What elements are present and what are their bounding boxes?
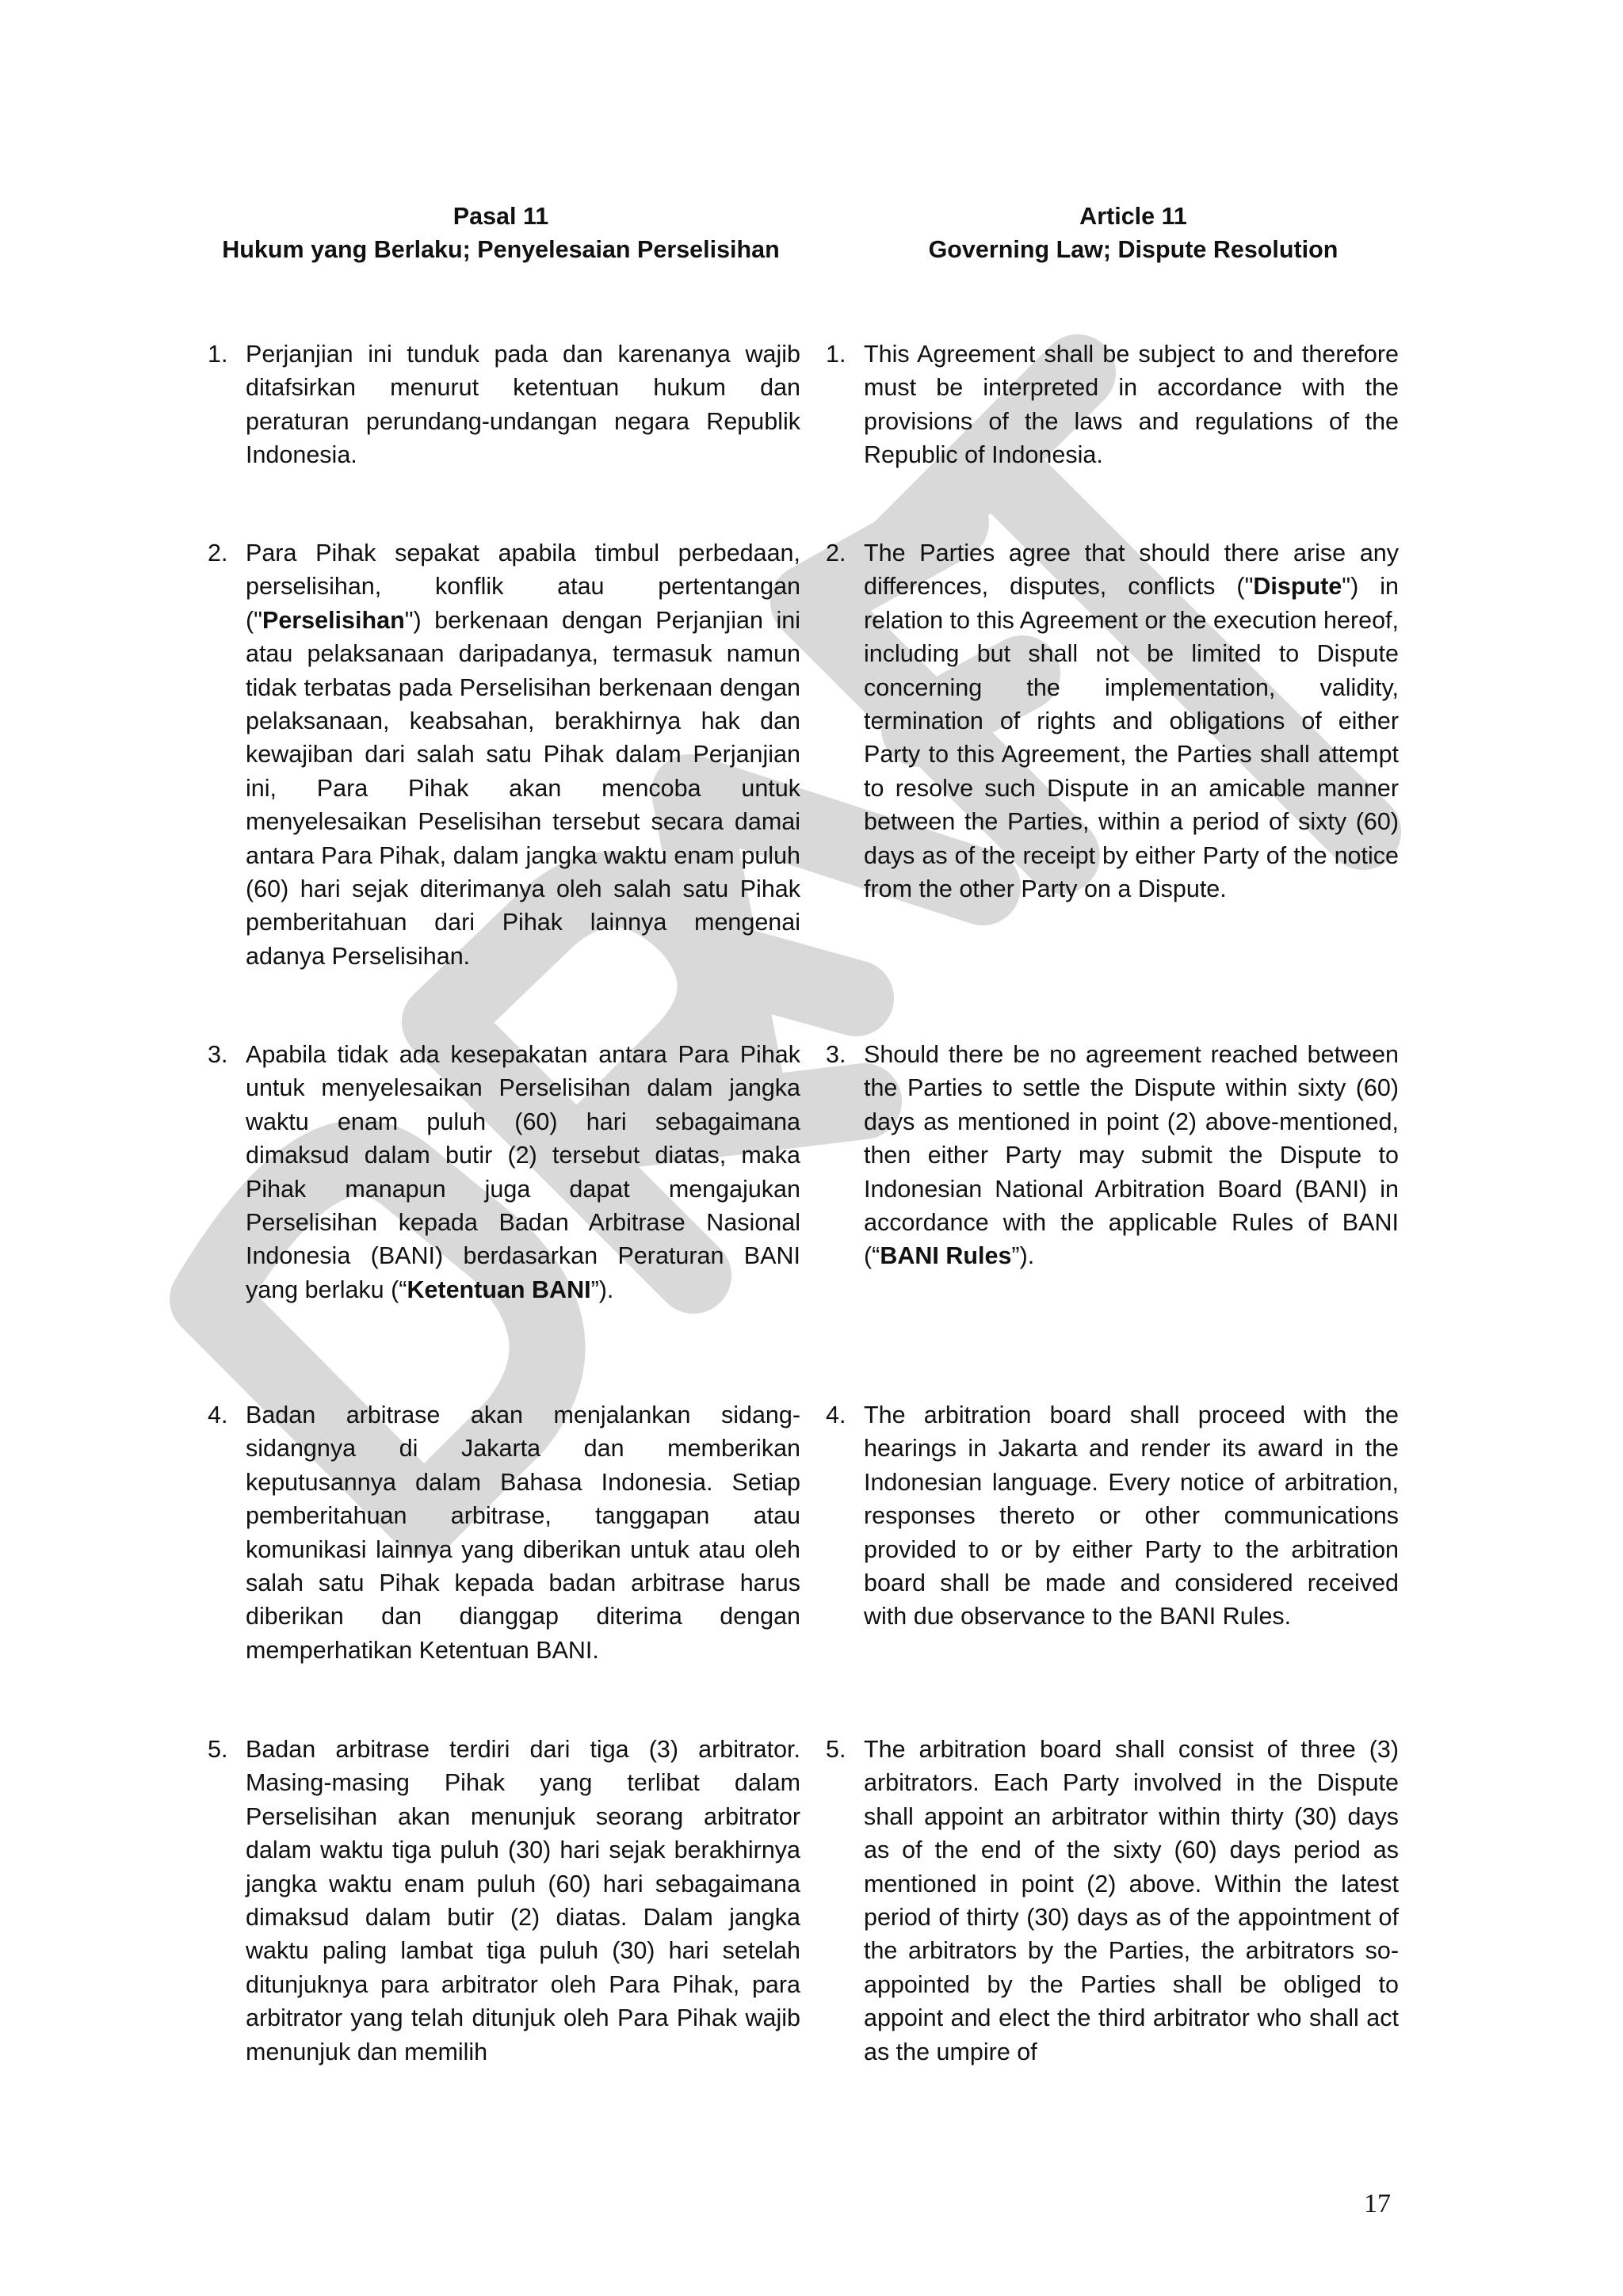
article-title-indonesian: Pasal 11 xyxy=(453,203,549,230)
clause-text xyxy=(864,536,1399,906)
clause-text-segment: The Parties agree that should there arise any differences, disputes, conflicts (" xyxy=(864,540,1399,601)
clause-number: 2. xyxy=(826,540,846,566)
defined-term: Perselisihan xyxy=(262,606,405,634)
article-title-english: Article 11 xyxy=(1079,203,1187,230)
clause-number: 5. xyxy=(826,1736,846,1763)
clause-number: 4. xyxy=(208,1402,228,1428)
clause-number: 3. xyxy=(826,1041,846,1068)
clause-indonesian-1 xyxy=(208,338,800,472)
clause-text-segment: ") in relation to this Agreement or the execution hereof, including but shall not be limited to Dispute concerning the implementation, validity, termination of rights and obligations of either Party to this Agreement, the Parties shall attempt to resolve such Dispute in an amicable manner between the Parties, within a period of sixty (60) days as of the receipt by either Party of the notice from the other Party on a Dispute. xyxy=(864,573,1399,903)
clause-number: 5. xyxy=(208,1736,228,1763)
clause-text xyxy=(864,338,1399,472)
defined-term: Ketentuan BANI xyxy=(407,1276,591,1303)
clause-text-segment: The arbitration board shall proceed with the hearings in Jakarta and render its award in the Indonesian language. Every notice of arbitration, responses thereto or other communications provided to or by either Party to the arbitration board shall be made and considered received with due observance to the BANI Rules. xyxy=(864,1402,1399,1630)
clause-text-segment: The arbitration board shall consist of three (3) arbitrators. Each Party involved in the Dispute shall appoint an arbitrator within thirty (30) days as of the end of the sixty (60) days period as mentioned in point (2) above. Within the latest period of thirty (30) days as of the appointment of the arbitrators by the Parties, the arbitrators so-appointed by the Parties shall be obliged to appoint and elect the third arbitrator who shall act as the umpire of xyxy=(864,1736,1399,2065)
clause-text xyxy=(864,1038,1399,1273)
page-number: 17 xyxy=(1364,2189,1391,2218)
clause-english-1 xyxy=(826,338,1399,472)
clause-text xyxy=(246,1038,800,1306)
clause-english-4 xyxy=(826,1398,1399,1634)
clause-indonesian-5 xyxy=(208,1733,800,2069)
defined-term: BANI Rules xyxy=(880,1242,1012,1270)
clause-text-segment: ”). xyxy=(1011,1242,1035,1270)
clause-number: 4. xyxy=(826,1402,846,1428)
clause-text-segment: Para Pihak sepakat apabila timbul perbedaan, perselisihan, konflik atau pertentangan (" xyxy=(246,540,800,634)
clause-text xyxy=(864,1733,1399,2069)
clause-indonesian-3 xyxy=(208,1038,800,1306)
clause-text-segment: Badan arbitrase terdiri dari tiga (3) arbitrator. Masing-masing Pihak yang terlibat dalam Perselisihan akan menunjuk seorang arbitrator dalam waktu tiga puluh (30) hari sejak berakhirnya jangka waktu enam puluh (60) hari sebagaimana dimaksud dalam butir (2) diatas. Dalam jangka waktu paling lambat tiga puluh (30) hari setelah ditunjuknya para arbitrator oleh Para Pihak, para arbitrator yang telah ditunjuk oleh Para Pihak wajib menunjuk dan memilih xyxy=(246,1736,800,2065)
clause-text-segment: ”). xyxy=(590,1276,614,1303)
heading-indonesian xyxy=(200,200,802,266)
clause-text-segment: Perjanjian ini tunduk pada dan karenanya wajib ditafsirkan menurut ketentuan hukum dan peraturan perundang-undangan negara Republik Indonesia. xyxy=(246,341,800,469)
article-subtitle-indonesian: Hukum yang Berlaku; Penyelesaian Perselisihan xyxy=(222,236,780,263)
article-subtitle-english: Governing Law; Dispute Resolution xyxy=(928,236,1338,263)
defined-term: Dispute xyxy=(1253,573,1342,601)
clause-indonesian-4 xyxy=(208,1398,800,1667)
clause-text-segment: ") berkenaan dengan Perjanjian ini atau pelaksanaan daripadanya, termasuk namun tidak terbatas pada Perselisihan berkenaan dengan pelaksanaan, keabsahan, berakhirnya hak dan kewajiban dari salah satu Pihak dalam Perjanjian ini, Para Pihak akan mencoba untuk menyelesaikan Peselisihan tersebut secara damai antara Para Pihak, dalam jangka waktu enam puluh (60) hari sejak diterimanya oleh salah satu Pihak pemberitahuan dari Pihak lainnya mengenai adanya Perselisihan. xyxy=(246,606,800,970)
clause-text-segment: Apabila tidak ada kesepakatan antara Para Pihak untuk menyelesaikan Perselisihan dalam jangka waktu enam puluh (60) hari sebagaimana dimaksud dalam butir (2) tersebut diatas, maka Pihak manapun juga dapat mengajukan Perselisihan kepada Badan Arbitrase Nasional Indonesia (BANI) berdasarkan Peraturan BANI yang berlaku (“ xyxy=(246,1041,800,1303)
clause-number: 2. xyxy=(208,540,228,566)
clause-text xyxy=(246,536,800,973)
clause-number: 3. xyxy=(208,1041,228,1068)
clause-number: 1. xyxy=(208,341,228,368)
clause-text-segment: This Agreement shall be subject to and therefore must be interpreted in accordance with the provisions of the laws and regulations of the Republic of Indonesia. xyxy=(864,341,1399,469)
clause-english-3 xyxy=(826,1038,1399,1273)
clause-text xyxy=(246,338,800,472)
clause-english-5 xyxy=(826,1733,1399,2069)
clause-english-2 xyxy=(826,536,1399,906)
clause-text xyxy=(246,1733,800,2069)
clause-text-segment: Badan arbitrase akan menjalankan sidang-sidangnya di Jakarta dan memberikan keputusannya dalam Bahasa Indonesia. Setiap pemberitahuan arbitrase, tanggapan atau komunikasi lainnya yang diberikan untuk atau oleh salah satu Pihak kepada badan arbitrase harus diberikan dan dianggap diterima dengan memperhatikan Ketentuan BANI. xyxy=(246,1402,800,1664)
clause-text-segment: Should there be no agreement reached between the Parties to settle the Dispute within sixty (60) days as mentioned in point (2) above-mentioned, then either Party may submit the Dispute to Indonesian National Arbitration Board (BANI) in accordance with the applicable Rules of BANI (“ xyxy=(864,1041,1399,1270)
clause-text xyxy=(246,1398,800,1667)
clause-number: 1. xyxy=(826,341,846,368)
clause-text xyxy=(864,1398,1399,1634)
heading-english xyxy=(832,200,1434,266)
clause-indonesian-2 xyxy=(208,536,800,973)
